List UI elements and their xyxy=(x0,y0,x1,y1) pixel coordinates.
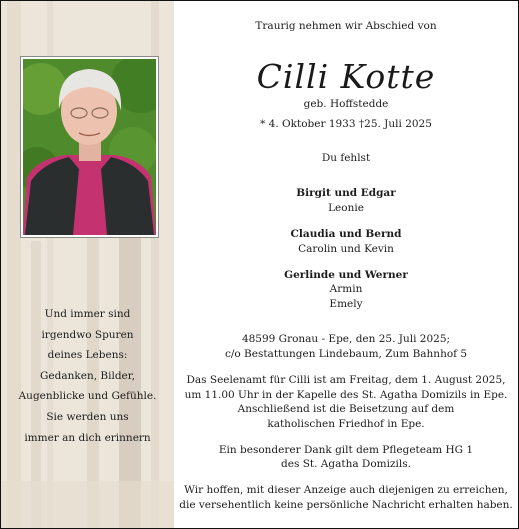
address-line: 48599 Gronau - Epe, den 25. Juli 2025; xyxy=(241,333,451,345)
family-couple: Claudia und Bernd xyxy=(290,228,402,240)
decorative-side-panel xyxy=(1,1,174,528)
intro-line: Traurig nehmen wir Abschied von xyxy=(255,20,437,32)
portrait-photo xyxy=(20,56,159,238)
family-couple: Birgit und Edgar xyxy=(296,187,396,199)
poem-line: Und immer sind xyxy=(44,308,131,320)
miss-line: Du fehlst xyxy=(321,152,371,164)
thanks-line: Ein besonderer Dank gilt dem Pflegeteam HG 1 xyxy=(218,444,474,456)
maiden-name: geb. Hoffstedde xyxy=(303,98,389,110)
poem-line: Sie werden uns xyxy=(46,410,129,423)
family-child: Armin xyxy=(329,283,363,295)
poem-line: Gedanken, Bilder, xyxy=(40,369,135,382)
service-line: um 11.00 Uhr in der Kapelle des St. Agatha Domizils in Epe. xyxy=(184,389,508,401)
family-child: Carolin und Kevin xyxy=(298,243,394,255)
poem-line: irgendwo Spuren xyxy=(41,328,134,341)
poem-line: Augenblicke und Gefühle. xyxy=(18,390,157,403)
thanks-line: des St. Agatha Domizils. xyxy=(281,458,411,470)
life-dates: * 4. Oktober 1933 †25. Juli 2025 xyxy=(260,118,432,130)
family-couple: Gerlinde und Werner xyxy=(284,269,408,281)
deceased-name: Cilli Kotte xyxy=(256,57,436,96)
closing-line: Wir hoffen, mit dieser Anzeige auch diejenigen zu erreichen, xyxy=(184,484,508,496)
family-child: Emely xyxy=(329,298,363,310)
notice-text-panel xyxy=(174,1,518,528)
address-line: c/o Bestattungen Lindebaum, Zum Bahnhof 5 xyxy=(224,348,468,360)
family-child: Leonie xyxy=(328,202,364,214)
poem xyxy=(1,304,174,448)
service-line: Das Seelenamt für Cilli ist am Freitag, dem 1. August 2025, xyxy=(186,374,506,386)
poem-line: immer an dich erinnern xyxy=(24,431,151,444)
poem-line: deines Lebens: xyxy=(47,349,128,362)
closing-line: die versehentlich keine persönliche Nachricht erhalten haben. xyxy=(179,499,513,511)
service-line: katholischen Friedhof in Epe. xyxy=(267,418,425,430)
portrait-illustration xyxy=(23,59,156,235)
service-line: Anschließend ist die Beisetzung auf dem xyxy=(237,403,455,415)
